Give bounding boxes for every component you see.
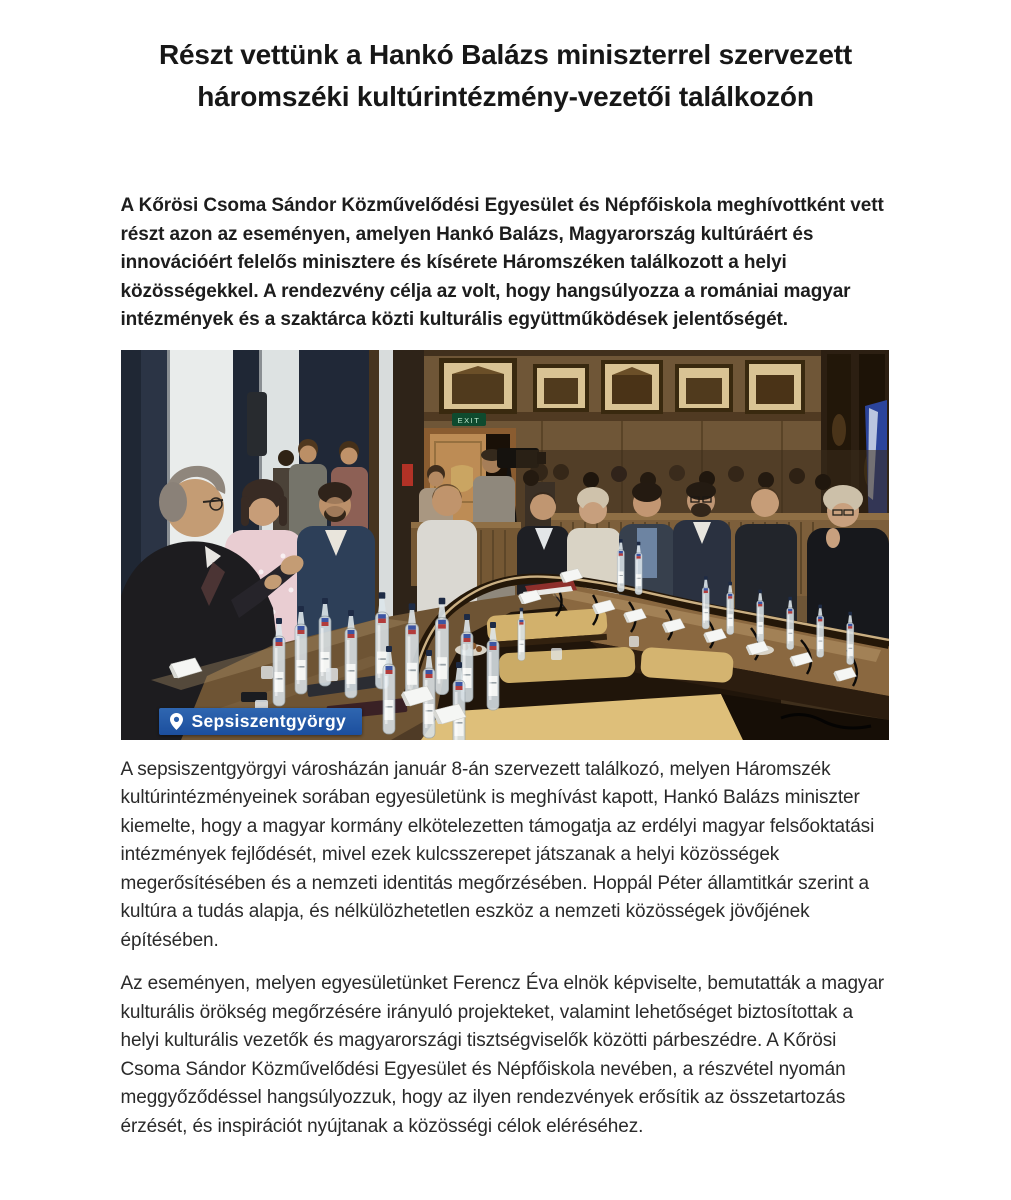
location-badge [159,708,363,735]
meeting-photo-scene [121,350,889,740]
meeting-photo [121,350,889,740]
article-title: Részt vettünk a Hankó Balázs miniszterrel szervezett háromszéki kultúrintézmény-vezetői találkozón [159,39,852,112]
body-paragraph-2: Az eseményen, melyen egyesületünket Ferencz Éva elnök képviselte, bemutatták a magyar kulturális örökség megőrzésére irányuló projekteket, valamint lehetőséget biztosítottak a helyi kulturális vezetők és magyarországi tisztségviselők közötti párbeszédre. A Kőrösi Csoma Sándor Közművelődési Egyesület és Népfőiskola nevében, a részvétel nyomán meggyőződéssel hangsúlyozzuk, hogy az ilyen rendezvények erősítik az összetartozás érzését, és inspirációt nyújtanak a közösségi célok eléréséhez. [120,973,885,1137]
body-paragraph-1: A sepsiszentgyörgyi városházán január 8-án szervezett találkozó, melyen Háromszék kultúrintézményeinek sorában egyesületünk is meghívást kapott, Hankó Balázs miniszter kiemelte, hogy a magyar kormány elkötelezetten támogatja az erdélyi magyar felsőoktatási intézmények fejlődését, mivel ezek kulcsszerepet játszanak a helyi közösségek megerősítésében és a nemzeti identitás megőrzésében. Hoppál Péter államtitkár szerint a kultúra a tudás alapja, és nélkülözhetetlen eszköz a nemzeti közösségek jövőjének építésében. [120,758,875,951]
location-pin-icon [170,713,183,730]
picture-frames [439,358,805,414]
wall-speaker [247,392,267,456]
lead-paragraph: A Kőrösi Csoma Sándor Közművelődési Egyesület és Népfőiskola meghívottként vett részt azon az eseményen, amelyen Hankó Balázs, Magyarország kultúráért és innovációért felelős minisztere és kísérete Háromszéken találkozott a helyi közösségekkel. A rendezvény célja az volt, hogy hangsúlyozza a romániai magyar intézmények és a szaktárca közti kulturális együttműködések jelentőségét. [120,195,884,330]
exit-sign-label: EXIT [457,415,480,425]
location-badge-label: Sepsiszentgyörgy [191,710,347,731]
article-page [121,0,891,1141]
alarm-sign [402,464,413,486]
